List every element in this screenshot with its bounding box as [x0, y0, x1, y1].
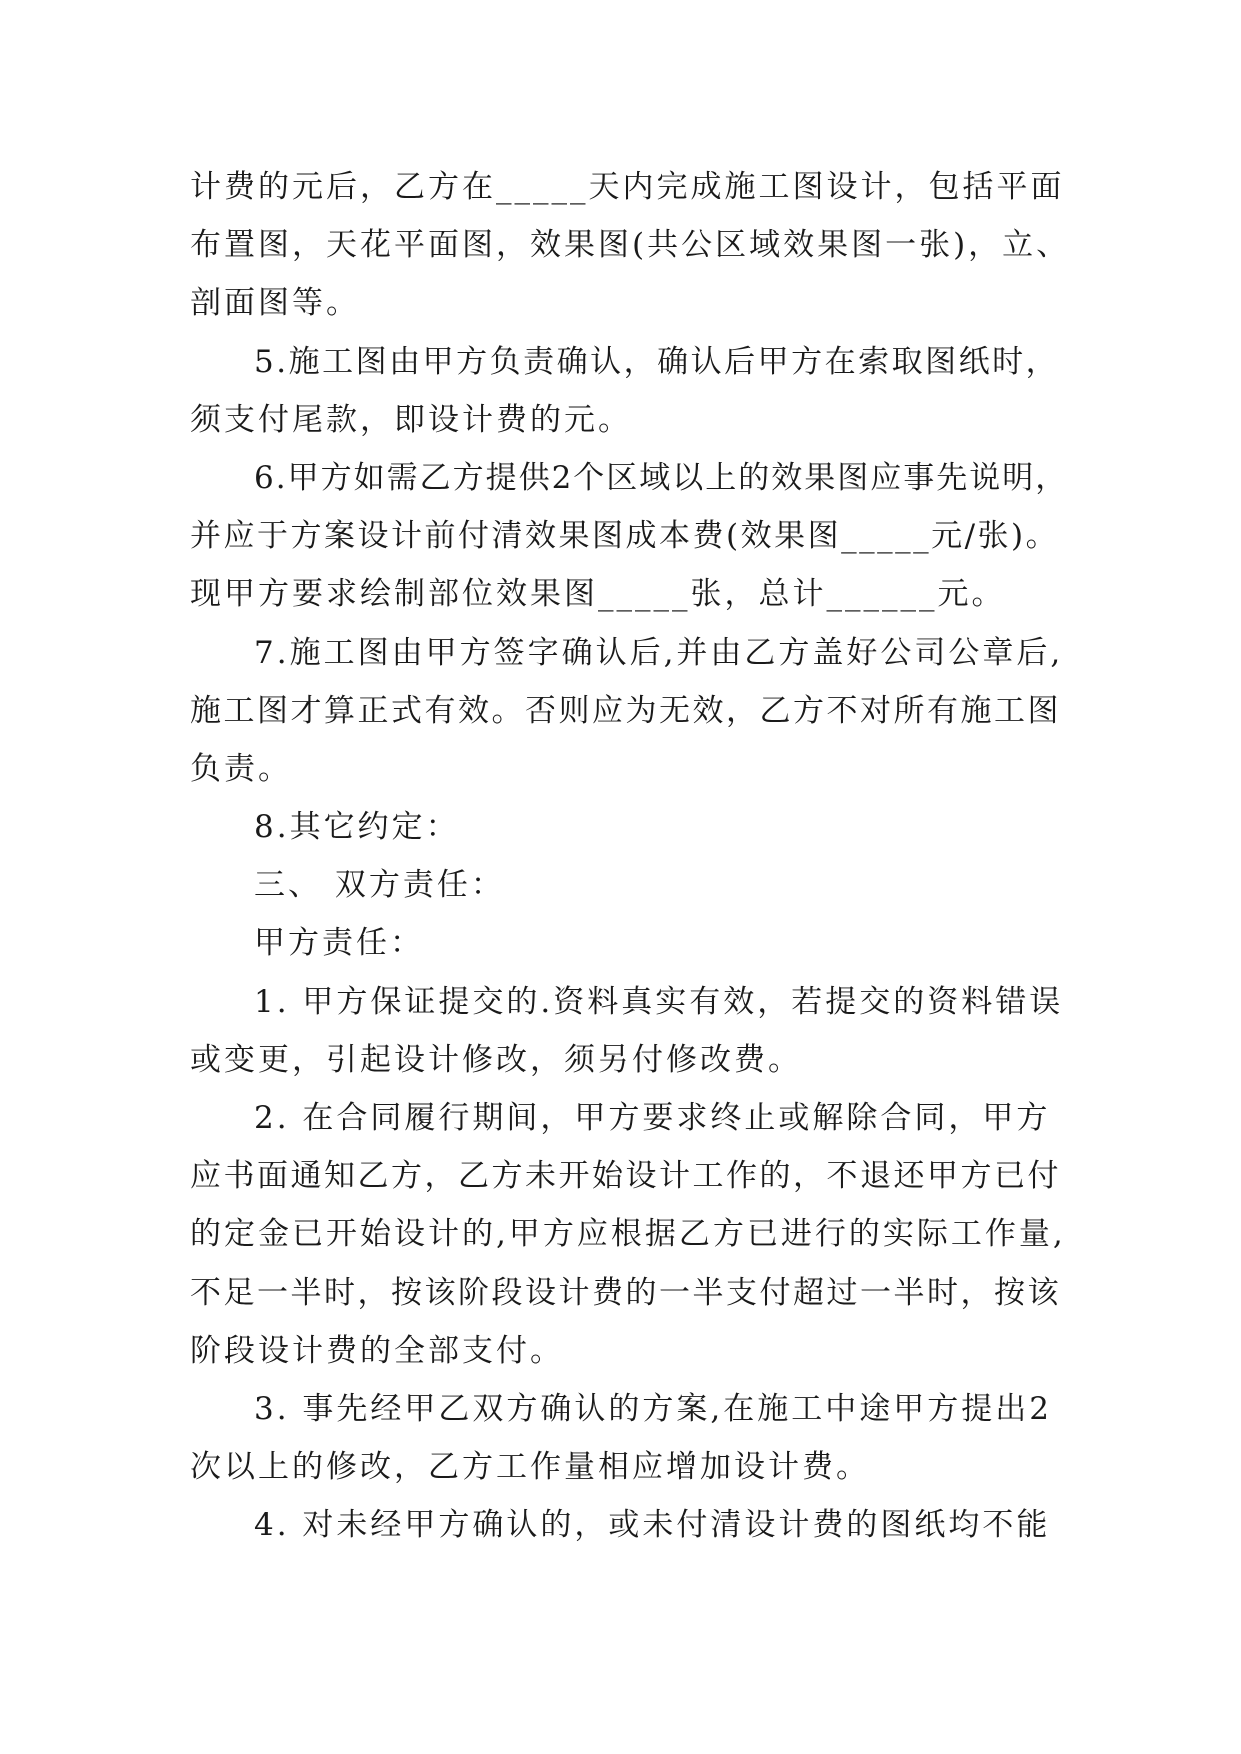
text-line: 并应于方案设计前付清效果图成本费(效果图_____元/张)。: [190, 518, 1060, 555]
text-line: 不足一半时，按该阶段设计费的一半支付超过一半时，按该: [190, 1274, 1061, 1311]
text-line: 现甲方要求绘制部位效果图_____张，总计______元。: [190, 576, 1006, 613]
text-line: 8.其它约定：: [254, 809, 460, 846]
text-line: 布置图，天花平面图，效果图(共公区域效果图一张)，立、: [190, 227, 1071, 264]
text-line: 或变更，引起设计修改，须另付修改费。: [190, 1041, 802, 1078]
document-body: [190, 158, 1070, 1555]
text-line: 剖面图等。: [190, 285, 360, 322]
text-line: 负责。: [190, 750, 292, 787]
text-line: 1. 甲方保证提交的.资料真实有效，若提交的资料错误: [254, 983, 1064, 1020]
text-line: 5.施工图由甲方负责确认，确认后甲方在索取图纸时，: [254, 343, 1060, 380]
text-line: 施工图才算正式有效。否则应为无效，乙方不对所有施工图: [190, 692, 1061, 729]
text-line: 计费的元后，乙方在_____天内完成施工图设计，包括平面: [190, 169, 1065, 205]
text-line: 应书面通知乙方，乙方未开始设计工作的，不退还甲方已付: [190, 1158, 1061, 1195]
text-line: 3. 事先经甲乙双方确认的方案,在施工中途甲方提出2: [254, 1390, 1053, 1427]
text-line: 2. 在合同履行期间，甲方要求终止或解除合同，甲方: [254, 1100, 1051, 1136]
text-line: 甲方责任：: [254, 925, 424, 962]
text-line: 的定金已开始设计的,甲方应根据乙方已进行的实际工作量,: [190, 1216, 1066, 1253]
text-line: 三、 双方责任：: [254, 867, 505, 904]
text-line: 6.甲方如需乙方提供2个区域以上的效果图应事先说明，: [254, 459, 1069, 496]
text-line: 7.施工图由甲方签字确认后,并由乙方盖好公司公章后,: [254, 634, 1064, 671]
text-line: 阶段设计费的全部支付。: [190, 1332, 564, 1369]
text-line: 须支付尾款，即设计费的元。: [190, 401, 632, 438]
text-line: 4. 对未经甲方确认的，或未付清设计费的图纸均不能: [254, 1507, 1051, 1544]
text-line: 次以上的修改，乙方工作量相应增加设计费。: [190, 1449, 870, 1486]
